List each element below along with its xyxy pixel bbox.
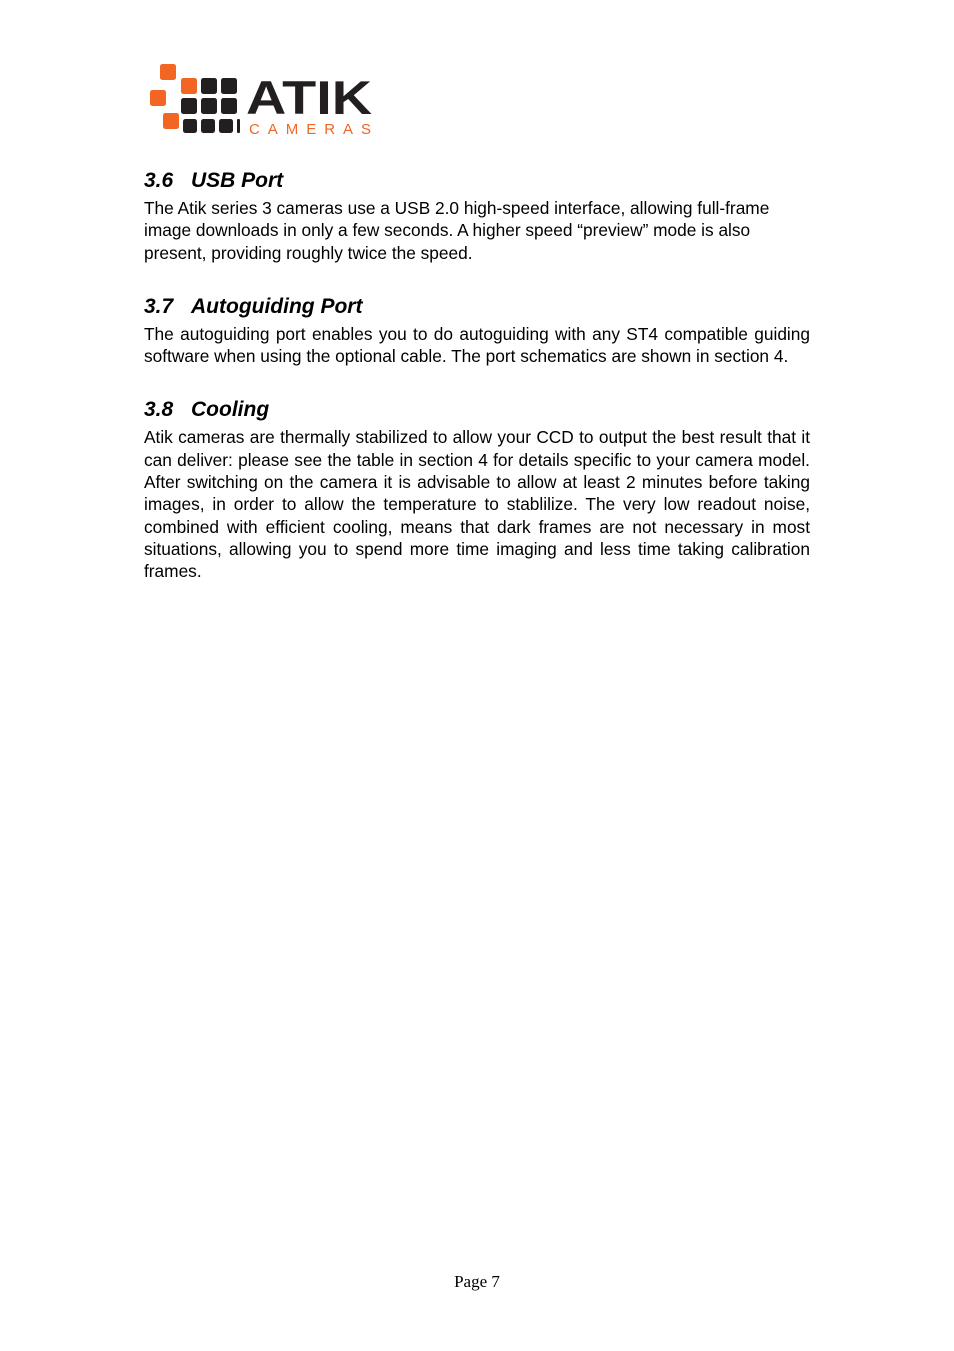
- section-heading: [144, 167, 810, 195]
- section-paragraph: The autoguiding port enables you to do autoguiding with any ST4 compatible guiding software when using the optional cable. The port schematics are shown in section 4.: [144, 323, 810, 367]
- section-title: USB Port: [191, 169, 284, 192]
- section-number: 3.6: [144, 169, 174, 192]
- section-autoguiding-port: [144, 293, 810, 368]
- logo-subtitle-text: CAMERAS: [249, 121, 371, 138]
- section-usb-port: [144, 167, 810, 264]
- logo-grid-mark: [150, 64, 240, 133]
- section-number: 3.8: [144, 398, 174, 422]
- atik-cameras-logo: [150, 64, 380, 138]
- document-body: [144, 167, 810, 583]
- page-number: Page 7: [454, 1272, 500, 1291]
- section-heading: [144, 293, 810, 321]
- section-title: Autoguiding Port: [191, 294, 363, 318]
- atik-logo-graphic: [150, 64, 380, 138]
- section-paragraph: Atik cameras are thermally stabilized to allow your CCD to output the best result that it can deliver: please see the table in section 4 for details specific to your camera model. After switching on the camera it is advisable to allow at least 2 minutes before taking images, in order to allow the temperature to stablilize. The very low readout noise, combined with efficient cooling, means that dark frames are not necessary in most situations, allowing you to spend more time imaging and less time taking calibration frames.: [144, 427, 810, 582]
- section-number: 3.7: [144, 294, 174, 318]
- logo-brand-text: ATIK: [246, 71, 373, 124]
- section-title: Cooling: [191, 398, 270, 422]
- section-paragraph: The Atik series 3 cameras use a USB 2.0 high-speed interface, allowing full-frame image downloads in only a few seconds. A higher speed “preview” mode is also present, providing roughly twice the speed.: [144, 198, 770, 263]
- section-cooling: [144, 396, 810, 582]
- section-heading: [144, 396, 810, 424]
